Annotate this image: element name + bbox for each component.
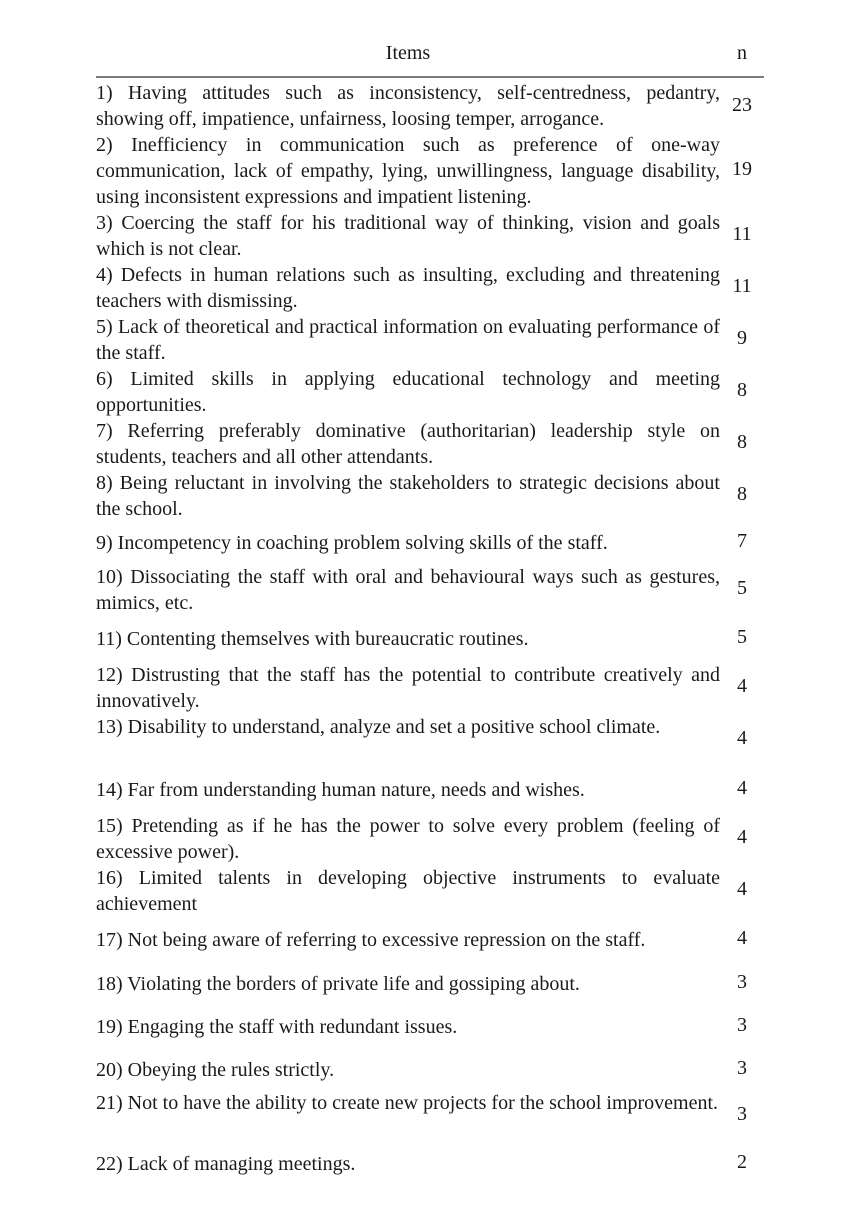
item-count: 19	[732, 158, 752, 180]
table-header	[96, 36, 764, 78]
item-text: 4) Defects in human relations such as insulting, excluding and threatening teachers with dismissing.	[96, 264, 720, 312]
item-text: 1) Having attitudes such as inconsistency, self-centredness, pedantry, showing off, impatience, unfairness, loosing temper, arrogance.	[96, 82, 720, 130]
item-text: 3) Coercing the staff for his traditional way of thinking, vision and goals which is not clear.	[96, 212, 720, 260]
item-text: 21) Not to have the ability to create new projects for the school improvement.	[96, 1092, 719, 1114]
item-count: 3	[737, 1103, 747, 1125]
item-text: 22) Lack of managing meetings.	[96, 1153, 356, 1175]
item-count: 4	[737, 675, 747, 697]
item-count: 4	[737, 878, 747, 900]
item-count: 4	[737, 777, 747, 799]
item-count: 2	[737, 1151, 747, 1173]
item-text: 16) Limited talents in developing objective instruments to evaluate achievement	[96, 867, 720, 915]
item-count: 8	[737, 483, 747, 505]
item-text: 18) Violating the borders of private life and gossiping about.	[96, 973, 580, 995]
item-text: 7) Referring preferably dominative (authoritarian) leadership style on students, teachers and all other attendants.	[96, 420, 720, 468]
item-text: 19) Engaging the staff with redundant issues.	[96, 1016, 458, 1038]
item-text: 12) Distrusting that the staff has the potential to contribute creatively and innovatively.	[96, 664, 720, 712]
item-text: 6) Limited skills in applying educational technology and meeting opportunities.	[96, 368, 720, 416]
item-count: 8	[737, 379, 747, 401]
item-count: 8	[737, 431, 747, 453]
item-text: 15) Pretending as if he has the power to solve every problem (feeling of excessive power).	[96, 815, 720, 863]
item-count: 5	[737, 577, 747, 599]
item-text: 2) Inefficiency in communication such as preference of one-way communication, lack of empathy, lying, unwillingness, language disability, using inconsistent expressions and impatient listening.	[96, 134, 720, 208]
item-text: 8) Being reluctant in involving the stakeholders to strategic decisions about the school.	[96, 472, 720, 520]
items-table	[96, 36, 764, 1175]
item-count: 11	[732, 275, 752, 297]
item-count: 4	[737, 927, 747, 949]
item-count: 4	[737, 727, 747, 749]
header-items: Items	[385, 42, 431, 64]
item-count: 3	[737, 1014, 747, 1036]
item-count: 7	[737, 530, 747, 552]
header-n: n	[737, 42, 747, 64]
item-text: 14) Far from understanding human nature, needs and wishes.	[96, 779, 585, 801]
item-text: 17) Not being aware of referring to excessive repression on the staff.	[96, 929, 646, 951]
item-count: 5	[737, 626, 747, 648]
item-text: 20) Obeying the rules strictly.	[96, 1059, 335, 1081]
item-count: 11	[732, 223, 752, 245]
item-count: 3	[737, 971, 747, 993]
item-text: 13) Disability to understand, analyze and set a positive school climate.	[96, 716, 661, 738]
item-text: 9) Incompetency in coaching problem solving skills of the staff.	[96, 532, 608, 554]
item-text: 10) Dissociating the staff with oral and behavioural ways such as gestures, mimics, etc.	[96, 566, 720, 614]
item-count: 23	[732, 94, 752, 116]
item-text: 11) Contenting themselves with bureaucratic routines.	[96, 628, 529, 650]
item-count: 3	[737, 1057, 747, 1079]
item-text: 5) Lack of theoretical and practical information on evaluating performance of the staff.	[96, 316, 720, 364]
item-count: 9	[737, 327, 747, 349]
item-count: 4	[737, 826, 747, 848]
